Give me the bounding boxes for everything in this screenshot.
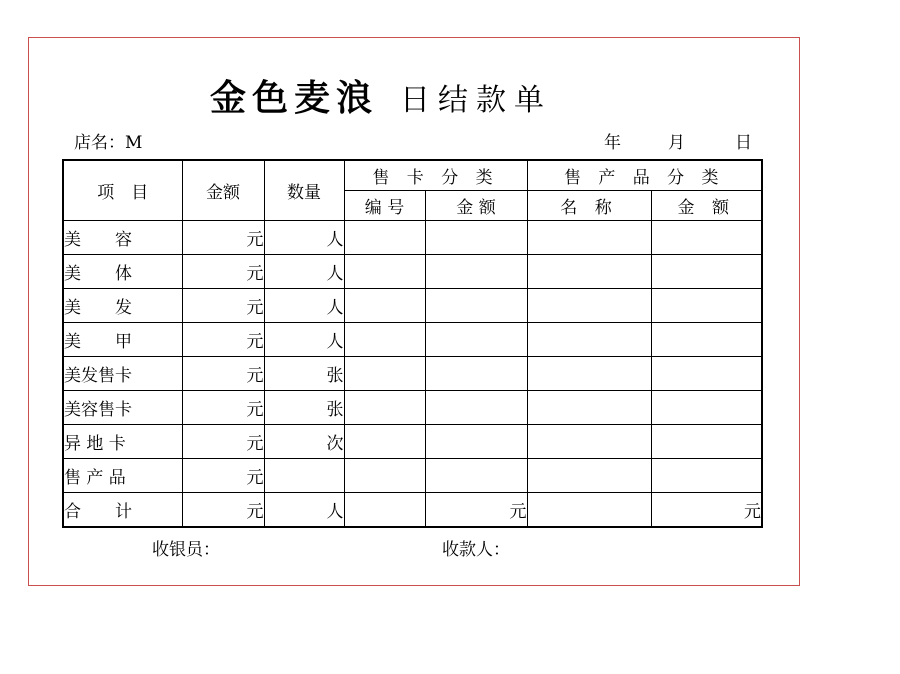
row-quantity-cell[interactable]: 张	[264, 357, 344, 391]
row-product-name-cell[interactable]	[527, 425, 651, 459]
row-card-amount-cell[interactable]	[425, 357, 527, 391]
header-product-name: 名 称	[527, 191, 651, 221]
header-card-amount: 金 额	[425, 191, 527, 221]
row-item-label: 美 发	[63, 289, 182, 323]
table-row	[63, 493, 762, 528]
store-name-label: 店名：M	[74, 133, 143, 153]
row-product-amount-cell[interactable]	[651, 459, 762, 493]
row-card-amount-cell[interactable]	[425, 323, 527, 357]
row-quantity-cell[interactable]: 人	[264, 255, 344, 289]
row-product-name-cell[interactable]	[527, 255, 651, 289]
table-header-row	[63, 160, 762, 191]
row-card-amount-cell[interactable]	[425, 459, 527, 493]
settlement-table	[62, 159, 763, 528]
header-amount: 金额	[182, 160, 264, 221]
row-product-amount-cell[interactable]	[651, 357, 762, 391]
row-product-name-cell[interactable]	[527, 391, 651, 425]
date-month-label: 月	[668, 133, 685, 153]
row-product-name-cell[interactable]	[527, 459, 651, 493]
payee-label: 收款人：	[442, 540, 510, 560]
row-quantity-cell[interactable]: 人	[264, 323, 344, 357]
row-amount-cell[interactable]: 元	[182, 391, 264, 425]
header-product-amount: 金 额	[651, 191, 762, 221]
row-card-number-cell[interactable]	[344, 391, 425, 425]
row-quantity-cell[interactable]: 人	[264, 493, 344, 528]
row-amount-cell[interactable]: 元	[182, 323, 264, 357]
row-product-amount-cell[interactable]	[651, 255, 762, 289]
brand-name: 金色麦浪	[210, 78, 379, 119]
row-card-number-cell[interactable]	[344, 221, 425, 255]
row-card-number-cell[interactable]	[344, 289, 425, 323]
row-card-number-cell[interactable]	[344, 357, 425, 391]
row-card-number-cell[interactable]	[344, 425, 425, 459]
row-item-label: 美 甲	[63, 323, 182, 357]
row-card-number-cell[interactable]	[344, 323, 425, 357]
header-card-number: 编 号	[344, 191, 425, 221]
row-quantity-cell[interactable]: 次	[264, 425, 344, 459]
row-item-label: 售 产 品	[63, 459, 182, 493]
row-product-amount-cell[interactable]: 元	[651, 493, 762, 528]
row-amount-cell[interactable]: 元	[182, 493, 264, 528]
row-card-number-cell[interactable]	[344, 493, 425, 528]
row-quantity-cell[interactable]	[264, 459, 344, 493]
row-product-amount-cell[interactable]	[651, 221, 762, 255]
row-amount-cell[interactable]: 元	[182, 425, 264, 459]
row-quantity-cell[interactable]: 人	[264, 289, 344, 323]
form-subtitle: 日结款单	[400, 83, 553, 118]
header-card-category: 售 卡 分 类	[344, 160, 527, 191]
row-item-label: 合 计	[63, 493, 182, 528]
table-row	[63, 221, 762, 255]
row-card-number-cell[interactable]	[344, 255, 425, 289]
row-amount-cell[interactable]: 元	[182, 289, 264, 323]
row-product-amount-cell[interactable]	[651, 323, 762, 357]
row-product-name-cell[interactable]	[527, 357, 651, 391]
header-product-category: 售 产 品 分 类	[527, 160, 762, 191]
table-row	[63, 391, 762, 425]
row-amount-cell[interactable]: 元	[182, 459, 264, 493]
row-amount-cell[interactable]: 元	[182, 221, 264, 255]
row-item-label: 异 地 卡	[63, 425, 182, 459]
row-product-name-cell[interactable]	[527, 323, 651, 357]
row-product-amount-cell[interactable]	[651, 425, 762, 459]
row-card-amount-cell[interactable]	[425, 221, 527, 255]
table-row	[63, 425, 762, 459]
row-card-number-cell[interactable]	[344, 459, 425, 493]
row-quantity-cell[interactable]: 张	[264, 391, 344, 425]
row-card-amount-cell[interactable]	[425, 391, 527, 425]
table-row	[63, 323, 762, 357]
date-day-label: 日	[735, 133, 752, 153]
row-card-amount-cell[interactable]	[425, 425, 527, 459]
row-quantity-cell[interactable]: 人	[264, 221, 344, 255]
row-item-label: 美 容	[63, 221, 182, 255]
cashier-label: 收银员：	[152, 540, 220, 560]
row-product-amount-cell[interactable]	[651, 391, 762, 425]
header-item: 项 目	[63, 160, 182, 221]
row-product-name-cell[interactable]	[527, 493, 651, 528]
form-title	[210, 70, 553, 119]
row-product-name-cell[interactable]	[527, 289, 651, 323]
row-amount-cell[interactable]: 元	[182, 357, 264, 391]
table-row	[63, 459, 762, 493]
row-item-label: 美发售卡	[63, 357, 182, 391]
header-quantity: 数量	[264, 160, 344, 221]
date-year-label: 年	[604, 133, 621, 153]
row-product-name-cell[interactable]	[527, 221, 651, 255]
table-row	[63, 255, 762, 289]
row-card-amount-cell[interactable]: 元	[425, 493, 527, 528]
row-card-amount-cell[interactable]	[425, 255, 527, 289]
table-row	[63, 289, 762, 323]
row-product-amount-cell[interactable]	[651, 289, 762, 323]
row-card-amount-cell[interactable]	[425, 289, 527, 323]
row-item-label: 美容售卡	[63, 391, 182, 425]
row-item-label: 美 体	[63, 255, 182, 289]
row-amount-cell[interactable]: 元	[182, 255, 264, 289]
table-row	[63, 357, 762, 391]
